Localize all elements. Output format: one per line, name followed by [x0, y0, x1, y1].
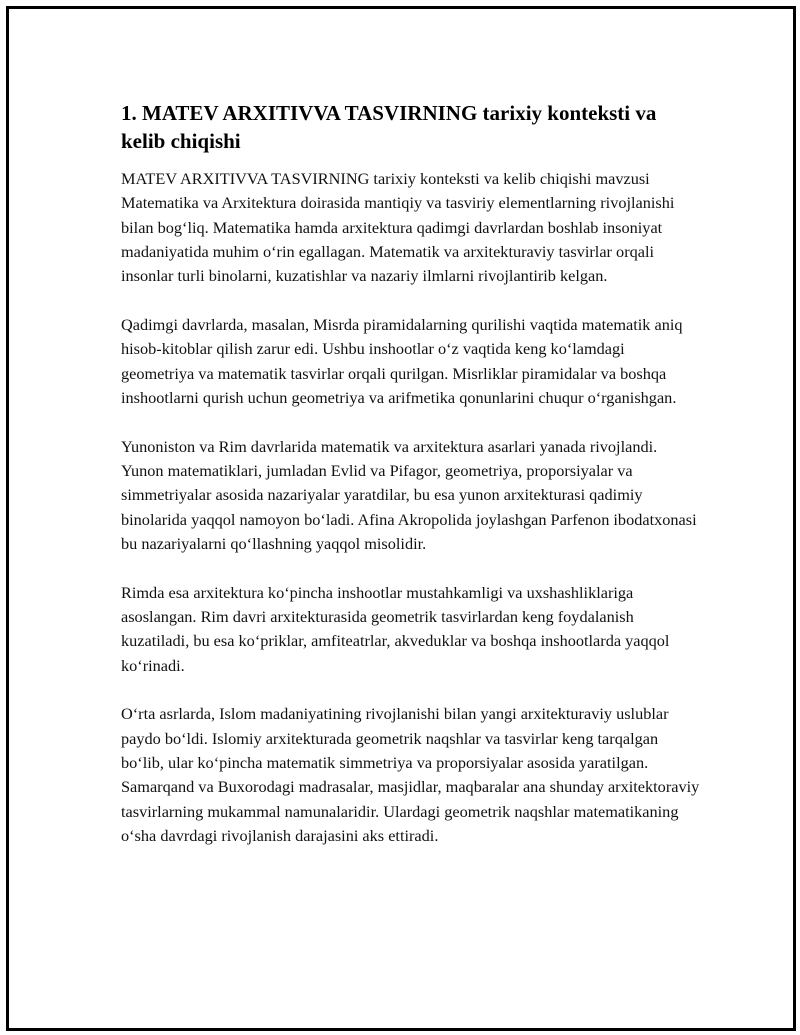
- paragraph-4: Rimda esa arxitektura ko‘pincha inshootlar mustahkamligi va uxshashliklariga asoslangan. Rim davri arxitekturasida geometrik tasvirlardan keng foydalanish kuzatiladi, bu esa ko‘priklar, amfiteatrlar, akveduklar va boshqa inshootlarda yaqqol ko‘rinadi.: [121, 582, 670, 675]
- paragraph-3: Yunoniston va Rim davrlarida matematik va arxitektura asarlari yanada rivojlandi. Yunon matematiklari, jumladan Evlid va Pifagor, geometriya, proporsiyalar va simmetriyalar asosida nazariyalar yaratdilar, bu esa yunon arxitekturasi qadimiy binolarida yaqqol namoyon bo‘ladi. Afina Akropolida joylashgan Parfenon ibodatxonasi bu nazariyalarni qo‘llashning yaqqol misolidir.: [121, 436, 697, 553]
- paragraph-1: MATEV ARXITIVVA TASVIRNING tarixiy konteksti va kelib chiqishi mavzusi Matematika va Arxitektura doirasida mantiqiy va tasviriy elementlarning rivojlanishi bilan bog‘liq. Matematika hamda arxitektura qadimgi davrlardan boshlab insoniyat madaniyatida muhim o‘rin egallagan. Matematik va arxitekturaviy tasvirlar orqali insonlar turli binolarni, kuzatishlar va nazariy ilmlarni rivojlantirib kelgan.: [121, 169, 675, 286]
- page-frame: [6, 6, 796, 1031]
- paragraph-2: Qadimgi davrlarda, masalan, Misrda piramidalarning qurilishi vaqtida matematik aniq hisob-kitoblar qilish zarur edi. Ushbu inshootlar o‘z vaqtida keng ko‘lamdagi geometriya va matematik tasvirlar orqali qurilgan. Misrliklar piramidalar va boshqa inshootlarni qurish uchun geometriya va arifmetika qonunlarini chuqur o‘rganishgan.: [121, 314, 683, 407]
- paragraph-5: O‘rta asrlarda, Islom madaniyatining rivojlanishi bilan yangi arxitekturaviy uslublar paydo bo‘ldi. Islomiy arxitekturada geometrik naqshlar va tasvirlar keng tarqalgan bo‘lib, ular ko‘pincha matematik simmetriya va proporsiyalar asosida yaratilgan. Samarqand va Buxorodagi madrasalar, masjidlar, maqbaralar ana shunday arxitektoraviy tasvirlarning mukammal namunalaridir. Ulardagi geometrik naqshlar matematikaning o‘sha davrdagi rivojlanish darajasini aks ettiradi.: [121, 704, 700, 845]
- document-body: [121, 99, 701, 873]
- section-heading: 1. MATEV ARXITIVVA TASVIRNING tarixiy konteksti va kelib chiqishi: [121, 101, 657, 153]
